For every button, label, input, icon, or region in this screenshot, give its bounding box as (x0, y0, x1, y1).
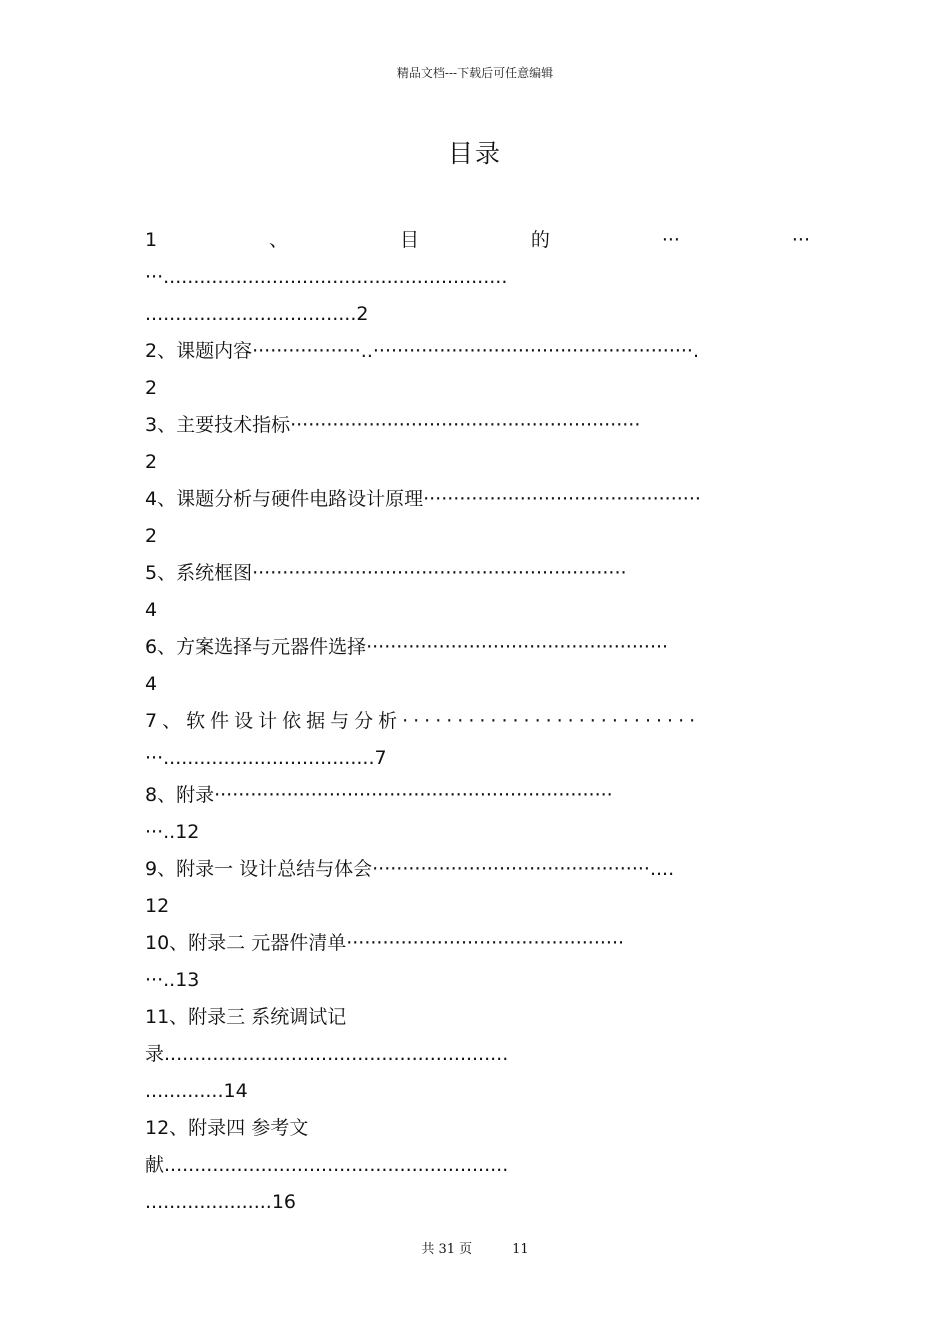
toc-item-1-line3: ...................................2 (145, 303, 369, 325)
toc-item-8-line2: ···..12 (145, 821, 200, 843)
toc-item-11-line2: 录......................................................... (145, 1043, 509, 1065)
toc-item-6-line1: 6、方案选择与元器件选择·················································· (145, 636, 669, 658)
toc-item-1-number: 1 (145, 229, 158, 251)
toc-item-12-line2: 献......................................................... (145, 1154, 509, 1176)
toc-item-1-char2: 的 (530, 229, 550, 251)
toc-item-12-line1: 12、附录四 参考文 (145, 1117, 309, 1139)
toc-item-8-line1: 8、附录·································································· (145, 784, 613, 806)
toc-item-2-page: 2 (145, 377, 158, 399)
toc-item-1-leader-b: ··· (791, 229, 810, 251)
toc-item-9-page: 12 (145, 895, 170, 917)
footer-total-pages: 共 31 页 (421, 1242, 473, 1257)
page-header: 精品文档---下载后可任意编辑 (396, 66, 554, 80)
toc-item-1-char1: 目 (399, 229, 419, 251)
toc-item-4-line1: 4、课题分析与硬件电路设计原理·············································· (145, 488, 701, 510)
toc-item-9-line1: 9、附录一 设计总结与体会··············································.... (145, 858, 675, 880)
toc-item-5-page: 4 (145, 599, 158, 621)
table-of-contents (145, 222, 810, 1221)
toc-item-1-line2: ···......................................................... (145, 266, 508, 288)
toc-item-3-page: 2 (145, 451, 158, 473)
page-title: 目录 (447, 139, 502, 168)
toc-item-6-page: 4 (145, 673, 158, 695)
toc-item-5-line1: 5、系统框图······························································ (145, 562, 627, 584)
toc-item-3-line1: 3、主要技术指标·························································· (145, 414, 641, 436)
toc-item-10-line2: ···..13 (145, 969, 200, 991)
toc-item-12-line3: .....................16 (145, 1191, 297, 1213)
toc-item-4-page: 2 (145, 525, 158, 547)
toc-item-11-line3: .............14 (145, 1080, 248, 1102)
toc-item-11-line1: 11、附录三 系统调试记 (145, 1006, 347, 1028)
toc-item-1-separator: 、 (269, 229, 289, 251)
toc-item-7-line1: 7、软件设计依据与分析··························· (145, 710, 701, 732)
toc-item-2-line1: 2、课题内容··················..·····················································. (145, 340, 700, 362)
toc-item-1-line1 (145, 222, 810, 259)
page-footer (0, 1238, 950, 1257)
toc-item-7-line2: ···...................................7 (145, 747, 387, 769)
toc-item-10-line1: 10、附录二 元器件清单·············································· (145, 932, 625, 954)
footer-page-number: 11 (512, 1242, 529, 1257)
toc-item-1-leader-a: ··· (661, 229, 680, 251)
